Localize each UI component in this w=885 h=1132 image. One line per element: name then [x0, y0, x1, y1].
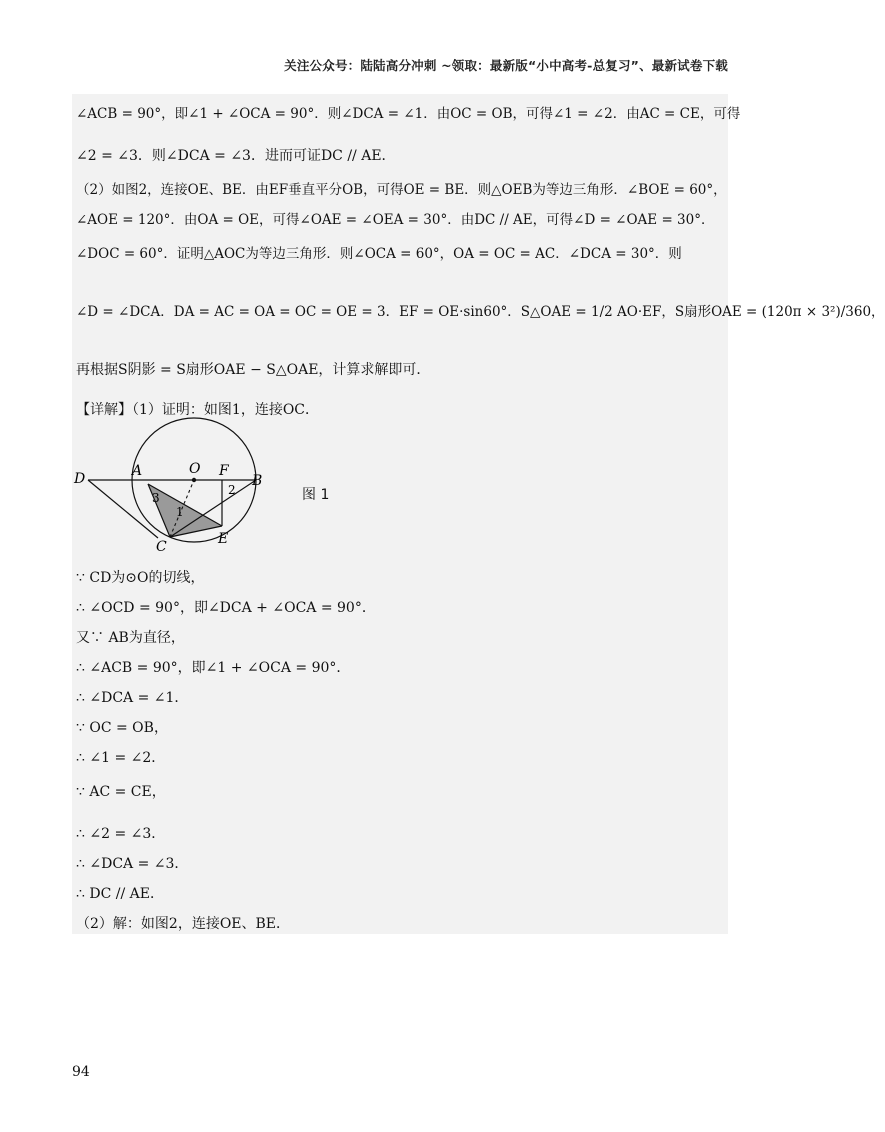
label-b: B: [252, 473, 263, 489]
label-e: E: [218, 531, 229, 547]
label-a: A: [132, 463, 143, 479]
analysis-line-2: ∠2 = ∠3．则∠DCA = ∠3．进而可证DC // AE．: [76, 148, 396, 164]
solution-intro: 【详解】（1）证明：如图1，连接OC．: [76, 402, 320, 418]
solution-step-3: 又∵ AB为直径，: [76, 630, 185, 646]
center-point-o: [192, 478, 196, 482]
analysis-line-6: ∠D = ∠DCA．DA = AC = OA = OC = OE = 3．EF = OE·sin60°．S△OAE = 1/2 AO·EF，S扇形OAE = (120π × 3²)/360，: [76, 304, 885, 320]
analysis-line-3: （2）如图2，连接OE、BE．由EF垂直平分OB，可得OE = BE．则△OEB为等边三角形．∠BOE = 60°，: [76, 182, 727, 198]
solution-step-11: ∴ DC // AE．: [76, 886, 164, 902]
solution-step-6: ∵ OC = OB，: [76, 720, 168, 736]
label-d: D: [74, 471, 86, 487]
angle-label-3: 3: [152, 491, 160, 505]
label-o: O: [189, 461, 201, 477]
solution-step-4: ∴ ∠ACB = 90°，即∠1 + ∠OCA = 90°．: [76, 660, 351, 676]
solution-step-10: ∴ ∠DCA = ∠3．: [76, 856, 189, 872]
analysis-line-7: 再根据S阴影 = S扇形OAE − S△OAE，计算求解即可．: [76, 362, 431, 378]
solution-step-9: ∴ ∠2 = ∠3．: [76, 826, 166, 842]
solution-step-1: ∵ CD为⊙O的切线，: [76, 570, 205, 586]
solution-step-12: （2）解：如图2，连接OE、BE．: [76, 916, 291, 932]
label-f: F: [219, 463, 229, 479]
solution-step-7: ∴ ∠1 = ∠2．: [76, 750, 166, 766]
solution-step-8: ∵ AC = CE，: [76, 784, 166, 800]
solution-step-5: ∴ ∠DCA = ∠1．: [76, 690, 189, 706]
page-header: 关注公众号：陆陆高分冲刺 ~领取：最新版“小中高考-总复习”、最新试卷下载: [284, 58, 728, 73]
figure-caption: 图 1: [302, 487, 330, 503]
content-area: [72, 94, 885, 934]
angle-label-2: 2: [228, 483, 236, 497]
analysis-line-1: ∠ACB = 90°，即∠1 + ∠OCA = 90°．则∠DCA = ∠1．由OC = OB，可得∠1 = ∠2．由AC = CE，可得: [76, 106, 741, 122]
angle-label-1: 1: [176, 505, 184, 519]
solution-step-2: ∴ ∠OCD = 90°，即∠DCA + ∠OCA = 90°．: [76, 600, 376, 616]
geometry-figure-1: [72, 430, 402, 555]
line-d-c: [88, 480, 158, 538]
label-c: C: [156, 539, 167, 555]
analysis-line-5: ∠DOC = 60°．证明△AOC为等边三角形．则∠OCA = 60°，OA = OC = AC．∠DCA = 30°．则: [76, 246, 682, 262]
analysis-line-4: ∠AOE = 120°．由OA = OE，可得∠OAE = ∠OEA = 30°．由DC // AE，可得∠D = ∠OAE = 30°．: [76, 212, 715, 228]
page-number: 94: [72, 1064, 90, 1080]
